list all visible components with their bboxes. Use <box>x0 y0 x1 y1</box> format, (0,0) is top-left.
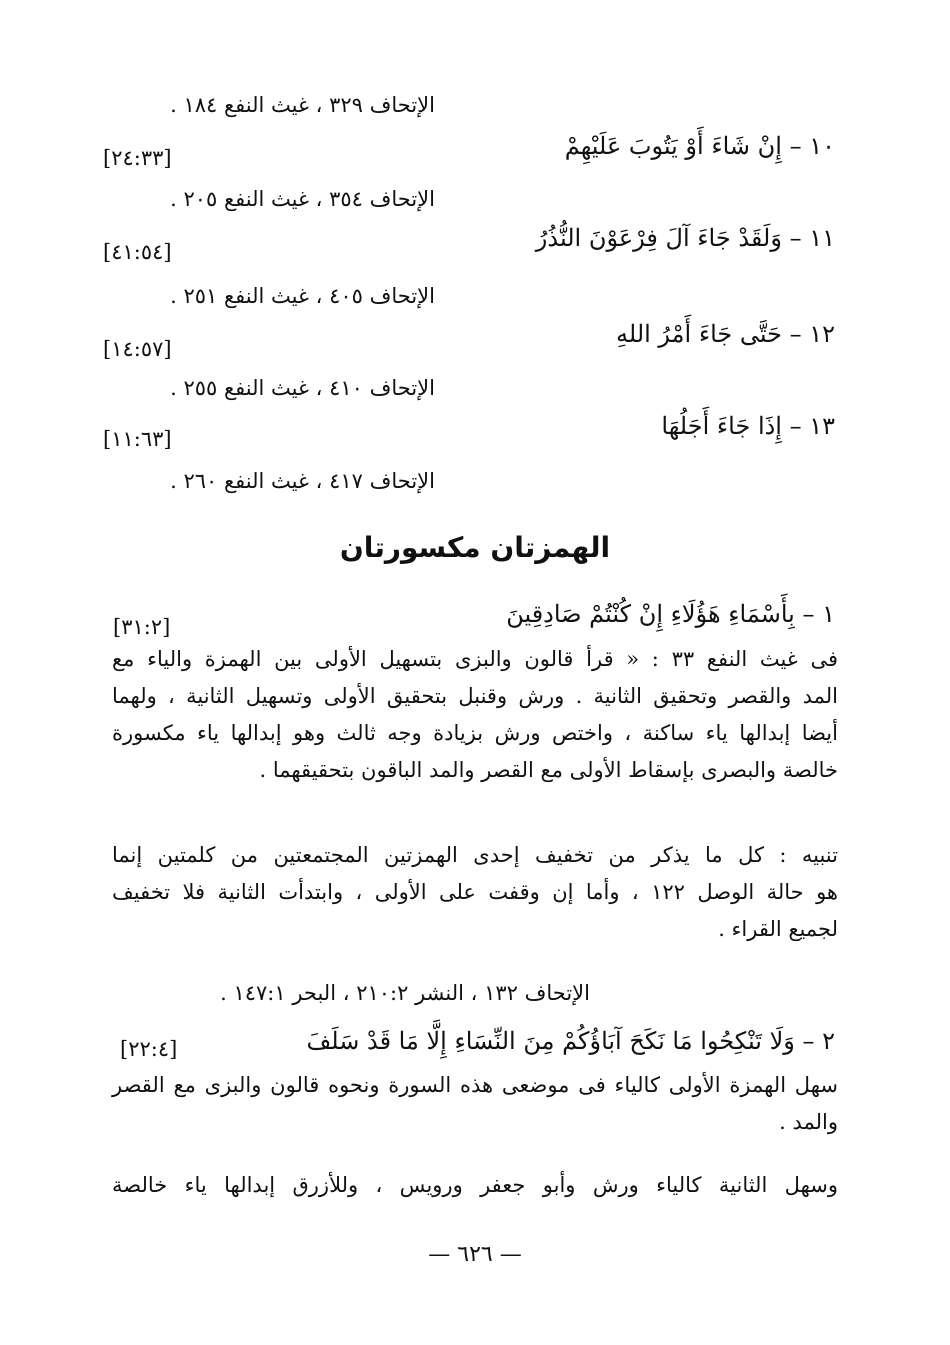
quran-verse: ١٢ – حَتَّى جَاءَ أَمْرُ اللهِ <box>616 320 835 348</box>
reference-line: الإتحاف ٤١٧ ، غيث النفع ٢٦٠ . <box>170 469 435 493</box>
paragraph-line: خالصة والبصرى بإسقاط الأولى مع القصر والمد الباقون بتحقيقهما . <box>259 758 838 782</box>
commentary-paragraph <box>112 641 838 789</box>
verse-reference: [٣١:٢] <box>113 615 171 639</box>
reference-line: الإتحاف ١٣٢ ، النشر ٢١٠:٢ ، البحر ١٤٧:١ . <box>220 981 590 1005</box>
paragraph-line: والمد . <box>779 1110 838 1134</box>
quran-verse: ١ – بِأَسْمَاءِ هَؤُلَاءِ إِنْ كُنْتُمْ صَادِقِينَ <box>506 600 835 628</box>
paragraph-line: سهل الهمزة الأولى كالياء فى موضعى هذه السورة ونحوه قالون والبزى مع القصر <box>112 1073 838 1097</box>
verse-reference: [١١:٦٣] <box>103 427 172 451</box>
commentary-paragraph <box>112 1167 838 1204</box>
note-paragraph <box>112 837 838 948</box>
verse-reference: [٢٢:٤] <box>120 1037 178 1061</box>
reference-line: الإتحاف ٣٥٤ ، غيث النفع ٢٠٥ . <box>170 187 435 211</box>
paragraph-line: هو حالة الوصل ١٢٢ ، وأما إن وقفت على الأولى ، وابتدأت الثانية فلا تخفيف <box>112 880 838 904</box>
page-number: — ٦٢٦ — <box>428 1242 522 1267</box>
section-heading: الهمزتان مكسورتان <box>339 531 611 564</box>
quran-verse: ١١ – وَلَقَدْ جَاءَ آلَ فِرْعَوْنَ النُّذُرُ <box>535 224 835 252</box>
paragraph-line: تنبيه : كل ما يذكر من تخفيف إحدى الهمزتين المجتمعتين من كلمتين إنما <box>112 843 838 867</box>
paragraph-line: وسهل الثانية كالياء ورش وأبو جعفر ورويس ، وللأزرق إبدالها ياء خالصة <box>112 1173 838 1197</box>
paragraph-line: فى غيث النفع ٣٣ : « قرأ قالون والبزى بتسهيل الأولى بين الهمزة والياء مع <box>112 647 838 671</box>
commentary-paragraph <box>112 1067 838 1141</box>
verse-reference: [١٤:٥٧] <box>103 337 172 361</box>
quran-verse: ٢ – وَلَا تَنْكِحُوا مَا نَكَحَ آبَاؤُكُمْ مِنَ النِّسَاءِ إِلَّا مَا قَدْ سَلَفَ <box>306 1027 835 1055</box>
paragraph-line: لجميع القراء . <box>718 917 838 941</box>
reference-line: الإتحاف ٤١٠ ، غيث النفع ٢٥٥ . <box>170 376 435 400</box>
reference-line: الإتحاف ٤٠٥ ، غيث النفع ٢٥١ . <box>170 284 435 308</box>
reference-line: الإتحاف ٣٢٩ ، غيث النفع ١٨٤ . <box>170 93 435 117</box>
verse-reference: [٤١:٥٤] <box>103 240 172 264</box>
quran-verse: ١٣ – إِذَا جَاءَ أَجَلُهَا <box>661 412 835 440</box>
quran-verse: ١٠ – إِنْ شَاءَ أَوْ يَتُوبَ عَلَيْهِمْ <box>564 132 835 160</box>
verse-reference: [٢٤:٣٣] <box>103 146 172 170</box>
paragraph-line: المد والقصر وتحقيق الثانية . ورش وقنبل بتحقيق الأولى وتسهيل الثانية ، ولهما <box>112 684 838 708</box>
paragraph-line: أيضا إبدالها ياء ساكنة ، واختص ورش بزيادة وجه ثالث وهو إبدالها ياء مكسورة <box>112 721 838 745</box>
